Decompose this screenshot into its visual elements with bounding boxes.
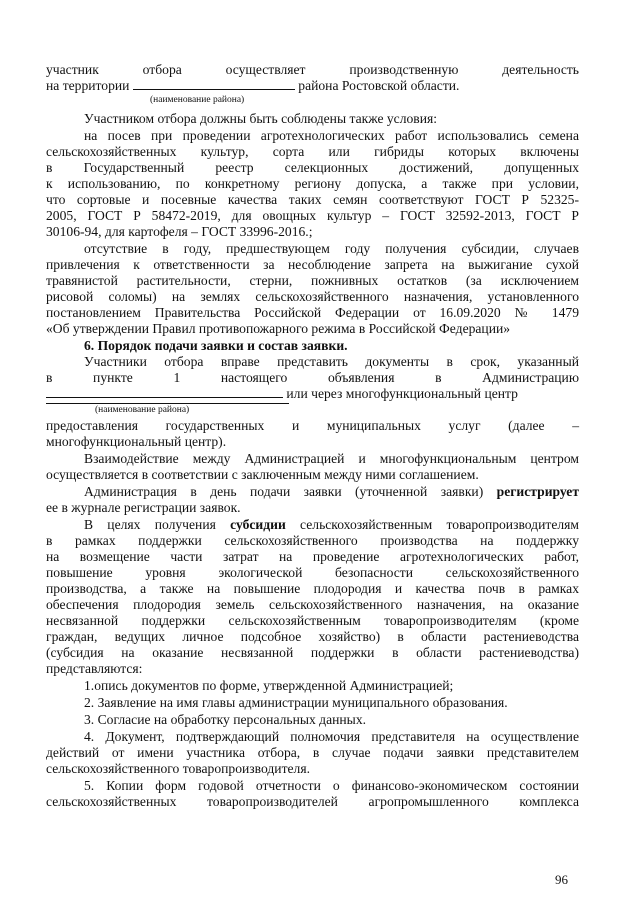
page-number: 96 bbox=[555, 872, 568, 887]
list-item: 1.опись документов по форме, утвержденной Администрацией; bbox=[84, 678, 454, 693]
text-line: травянистой растительности, стерни, пожнивных остатков (за исключением bbox=[46, 273, 579, 288]
text-line: представляются: bbox=[46, 661, 143, 676]
text-line: действий от имени участника отбора, в случае подачи заявки представителем bbox=[46, 745, 579, 760]
text-line: что сортовые и посевные качества таких семян соответствуют ГОСТ Р 52325- bbox=[46, 192, 579, 207]
text-line: 30106-94, для картофеля – ГОСТ 33996-2016.; bbox=[46, 224, 313, 239]
text-line: Участники отбора вправе представить документы в срок, указанный bbox=[84, 354, 579, 369]
text-fragment-bold: регистрирует bbox=[496, 484, 579, 499]
text-line: граждан, ведущих личное подсобное хозяйство) в области растениеводства bbox=[46, 629, 579, 644]
text-line: на посев при проведении агротехнологических работ использовались семена bbox=[84, 128, 579, 143]
text-line: отсутствие в году, предшествующем году получения субсидии, случаев bbox=[84, 241, 579, 256]
text-line: (субсидия на оказание несвязанной поддержки в области растениеводства) bbox=[46, 645, 579, 660]
text-line: многофункциональный центр). bbox=[46, 434, 227, 449]
text-line: в рамках поддержки сельскохозяйственного производства на поддержку bbox=[46, 533, 579, 548]
text-line: участник отбора осуществляет производственную деятельность bbox=[46, 62, 579, 77]
text-line: к использованию, по конкретному региону допуска, а также при условии, bbox=[46, 176, 579, 191]
text-line: сельскохозяйственных товаропроизводителей агропромышленного комплекса bbox=[46, 794, 579, 809]
text-line: предоставления государственных и муниципальных услуг (далее – bbox=[46, 418, 579, 433]
text-fragment: сельскохозяйственным товаропроизводителям bbox=[300, 517, 579, 532]
text-fragment-bold: субсидии bbox=[230, 517, 286, 532]
text-fragment: В целях получения bbox=[84, 517, 216, 532]
text-line: обеспечения плодородия земель сельскохозяйственного назначения, на оказание bbox=[46, 597, 579, 612]
text-line: сельскохозяйственных культур, сорта или гибриды которых включены bbox=[46, 144, 579, 159]
text-fragment: на территории bbox=[46, 78, 130, 93]
text-line: ее в журнале регистрации заявок. bbox=[46, 500, 241, 515]
text-line: постановлением Правительства Российской Федерации от 16.09.2020 № 1479 bbox=[46, 305, 579, 320]
list-item: 3. Согласие на обработку персональных данных. bbox=[84, 712, 367, 727]
text-line: «Об утверждении Правил противопожарного режима в Российской Федерации» bbox=[46, 321, 511, 336]
text-line: привлечения к ответственности за несоблюдение запрета на выжигание сухой bbox=[46, 257, 579, 272]
text-line: повышение уровня экологической безопасности сельскохозяйственного bbox=[46, 565, 579, 580]
paragraph-conditions-intro: Участником отбора должны быть соблюдены также условия: bbox=[84, 111, 438, 126]
text-fragment: района Ростовской области. bbox=[298, 78, 460, 93]
list-item: 2. Заявление на имя главы администрации муниципального образования. bbox=[84, 695, 508, 710]
text-line: рисовой соломы) на землях сельскохозяйственного назначения, установленного bbox=[46, 289, 579, 304]
text-line: несвязанной поддержки сельскохозяйственным товаропроизводителям (кроме bbox=[46, 613, 579, 628]
text-line: в Государственный реестр селекционных достижений, допущенных bbox=[46, 160, 579, 175]
list-item: 5. Копии форм годовой отчетности о финансово-экономическом состоянии bbox=[84, 778, 579, 793]
list-item: 4. Документ, подтверждающий полномочия представителя на осуществление bbox=[84, 729, 579, 744]
text-fragment: Администрация в день подачи заявки (уточненной заявки) bbox=[84, 484, 484, 499]
text-line: сельскохозяйственного товаропроизводителя. bbox=[46, 761, 310, 776]
text-line: производства, а также на повышение плодородия и качества почв в рамках bbox=[46, 581, 579, 596]
section-heading: 6. Порядок подачи заявки и состав заявки. bbox=[84, 338, 348, 353]
text-fragment: или через многофункциональный центр bbox=[286, 386, 518, 401]
field-caption: (наименование района) bbox=[150, 95, 245, 105]
text-line: в пункте 1 настоящего объявления в Администрацию bbox=[46, 370, 579, 385]
text-line: на возмещение части затрат на проведение агротехнологических работ, bbox=[46, 549, 579, 564]
field-caption: (наименование района) bbox=[95, 405, 190, 415]
text-line: осуществляется в соответствии с заключенным между ними соглашением. bbox=[46, 467, 479, 482]
text-line: 2005, ГОСТ Р 58472-2019, для овощных культур – ГОСТ 32592-2013, ГОСТ Р bbox=[46, 208, 579, 223]
text-line: Взаимодействие между Администрацией и многофункциональным центром bbox=[84, 451, 579, 466]
